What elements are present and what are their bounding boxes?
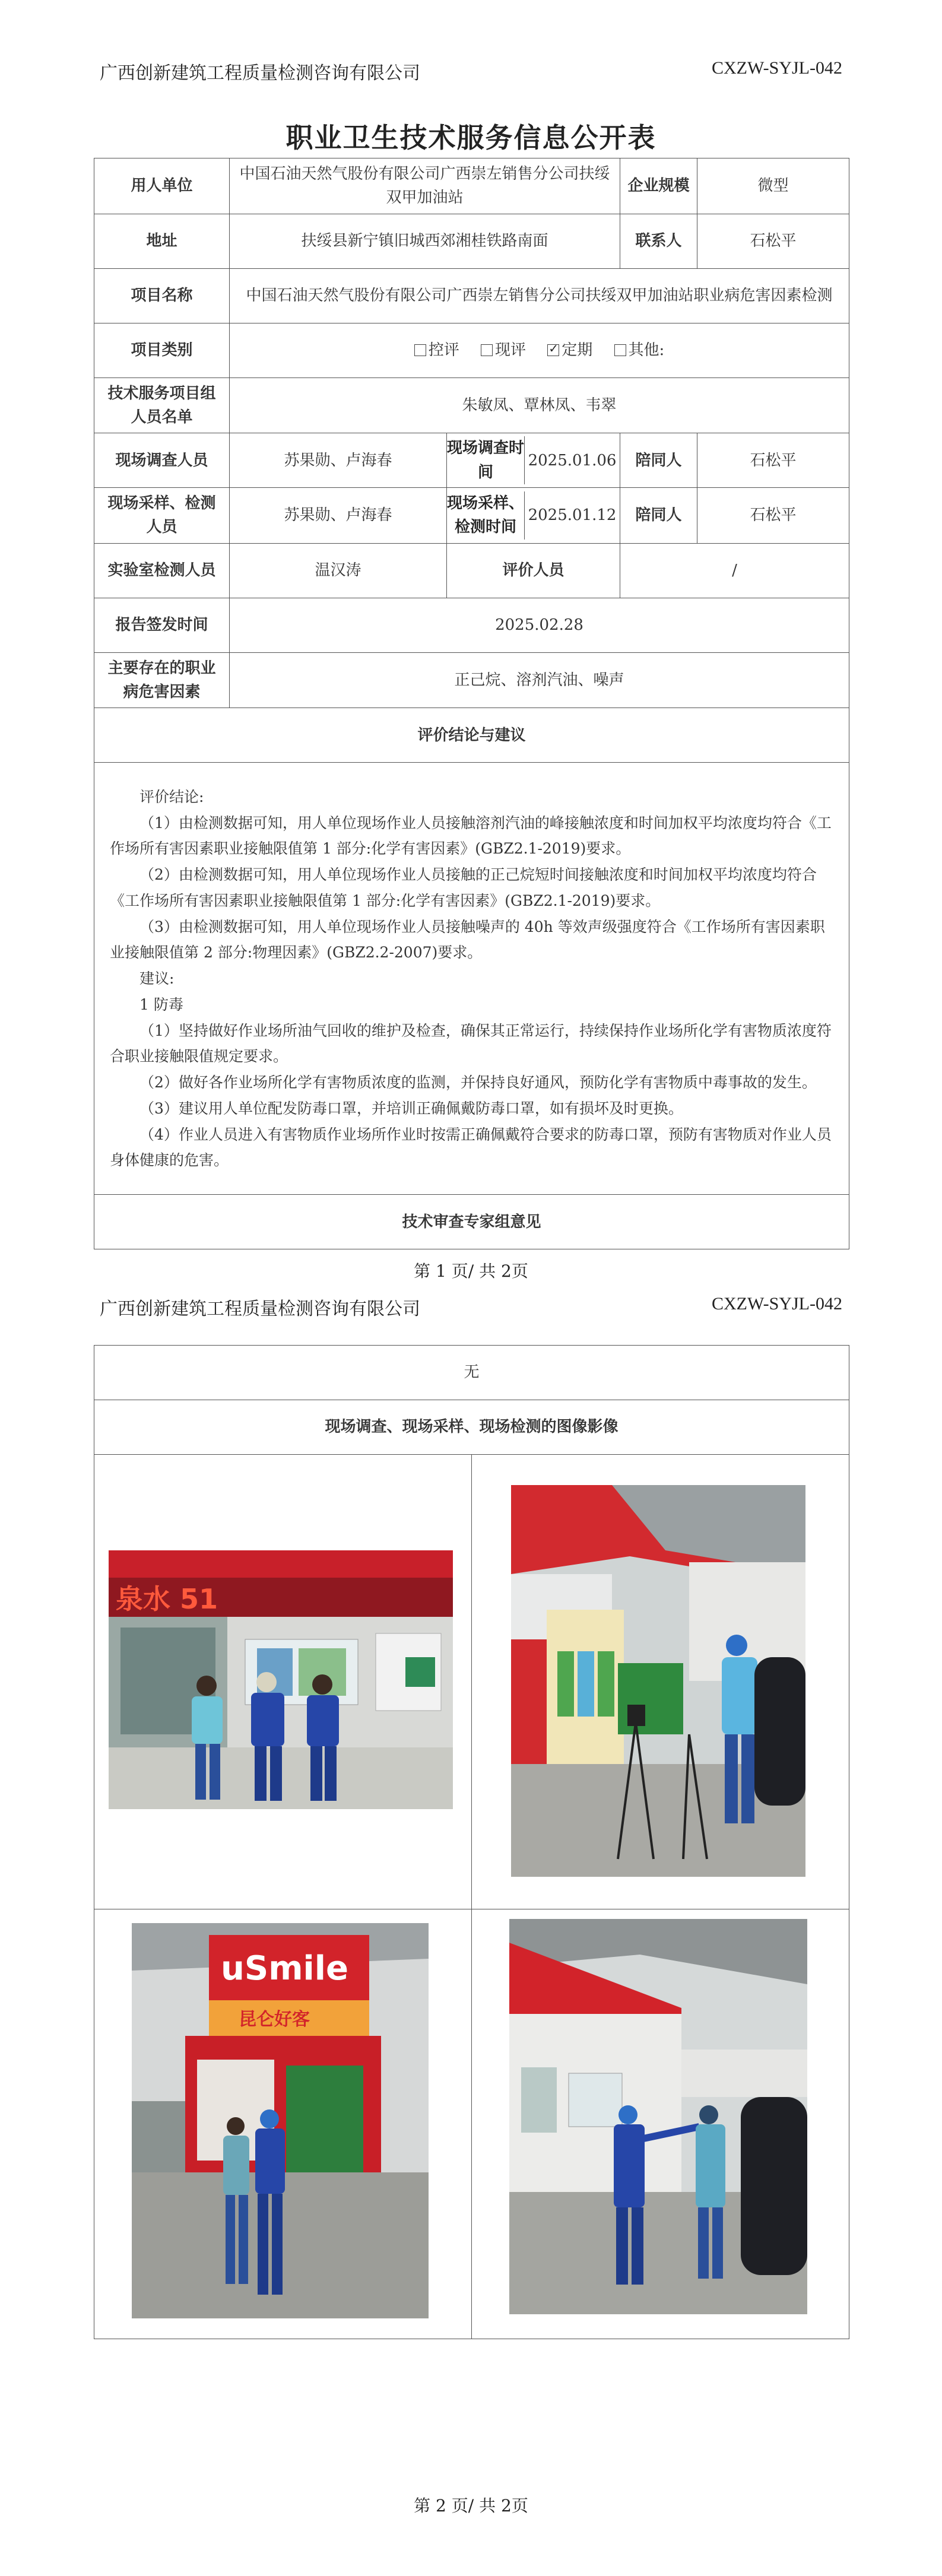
address-value: 扶绥县新宁镇旧城西郊湘桂铁路南面 [230,214,620,268]
project-value: 中国石油天然气股份有限公司广西崇左销售分公司扶绥双甲加油站职业病危害因素检测 [230,268,849,323]
conclusion-line: （1）由检测数据可知，用人单位现场作业人员接触溶剂汽油的峰接触浓度和时间加权平均浓度均符合《工作场所有害因素职业接触限值第 1 部分:化学有害因素》(GBZ2.1-2019)要求。 [110,814,832,858]
expert-header: 技术审查专家组意见 [94,1195,849,1249]
survey-label: 现场调查人员 [94,433,230,488]
employer-value: 中国石油天然气股份有限公司广西崇左销售分公司扶绥双甲加油站 [230,158,620,214]
escort-label: 陪同人 [620,433,697,488]
type-option-other[interactable]: 其他: [614,338,665,362]
conclusion-line: （4）作业人员进入有害物质作业场所作业时按需正确佩戴符合要求的防毒口罩，预防有害物质对作业人员身体健康的危害。 [110,1125,832,1169]
project-label: 项目名称 [94,268,230,323]
type-label: 项目类别 [94,323,230,377]
checkbox-empty-icon [481,344,493,356]
page-number-2: 第 2 页/ 共 2页 [414,2496,528,2515]
checkbox-empty-icon [614,344,626,356]
type-option-periodic[interactable]: ✓ 定期 [547,338,592,362]
conclusion-line: 建议: [139,970,175,987]
conclusion-body [94,763,849,1195]
photo-site-survey-group [109,1550,453,1809]
document-code: CXZW-SYJL-042 [712,58,842,78]
sampling-time-label: 现场采样、检测时间 [447,491,525,540]
expert-value: 无 [94,1346,849,1400]
escort-value: 石松平 [697,433,849,488]
scale-label: 企业规模 [620,158,697,214]
sampling-label: 现场采样、检测人员 [94,488,230,544]
company-name: 广西创新建筑工程质量检测咨询有限公司 [100,63,420,84]
checkbox-checked-icon [547,344,559,356]
checkbox-empty-icon [414,344,426,356]
sampling-value: 苏果勋、卢海春 [230,488,447,544]
lab-value: 温汉涛 [230,543,447,598]
page-number-1: 第 1 页/ 共 2页 [414,1261,528,1281]
conclusion-header: 评价结论与建议 [94,708,849,763]
contact-label: 联系人 [620,214,697,268]
photo-site-detection-fueling [509,1919,807,2314]
photo3-subsign-text: 昆仑好客 [239,2009,310,2030]
conclusion-line: （3）由检测数据可知，用人单位现场作业人员接触噪声的 40h 等效声级强度符合《工作场所有害因素职业接触限值第 2 部分:物理因素》(GBZ2.2-2007)要求。 [110,918,825,962]
images-header: 现场调查、现场采样、现场检测的图像影像 [94,1400,849,1455]
lab-label: 实验室检测人员 [94,543,230,598]
photo1-sign-text: 泉水 51 [116,1583,218,1615]
conclusion-line: （2）由检测数据可知，用人单位现场作业人员接触的正己烷短时间接触浓度和时间加权平均浓度均符合《工作场所有害因素职业接触限值第 1 部分:化学有害因素》(GBZ2.1-2019)要求。 [110,866,817,909]
report-value: 2025.02.28 [230,598,849,652]
sampling-time-value: 2025.01.12 [528,506,617,525]
address-label: 地址 [94,214,230,268]
survey-time-value: 2025.01.06 [528,451,617,469]
page-title: 职业卫生技术服务信息公开表 [286,122,656,154]
team-label: 技术服务项目组人员名单 [94,377,230,433]
escort2-value: 石松平 [697,488,849,544]
survey-time-label: 现场调查时间 [447,436,525,484]
type-option-control[interactable]: 控评 [414,338,459,362]
contact-value: 石松平 [697,214,849,268]
info-table [94,158,849,1249]
report-label: 报告签发时间 [94,598,230,652]
scale-value: 微型 [697,158,849,214]
hazard-value: 正己烷、溶剂汽油、噪声 [230,652,849,708]
escort2-label: 陪同人 [620,488,697,544]
photo3-sign-text: uSmile [221,1949,348,1988]
survey-value: 苏果勋、卢海春 [230,433,447,488]
team-value: 朱敏凤、覃林凤、韦翠 [230,377,849,433]
type-option-current[interactable]: 现评 [481,338,526,362]
conclusion-line: （3）建议用人单位配发防毒口罩，并培训正确佩戴防毒口罩，如有损坏及时更换。 [139,1099,683,1117]
document-code: CXZW-SYJL-042 [712,1294,842,1314]
employer-label: 用人单位 [94,158,230,214]
conclusion-line: 评价结论: [139,788,204,805]
conclusion-line: （2）做好各作业场所化学有害物质浓度的监测，并保持良好通风，预防化学有害物质中毒事故的发生。 [139,1074,817,1091]
hazard-label: 主要存在的职业病危害因素 [94,652,230,708]
company-name: 广西创新建筑工程质量检测咨询有限公司 [100,1299,420,1319]
evaluator-label: 评价人员 [447,543,620,598]
conclusion-line: （1）坚持做好作业场所油气回收的维护及检查，确保其正常运行，持续保持作业场所化学有害物质浓度符合职业接触限值规定要求。 [110,1021,832,1065]
conclusion-line: 1 防毒 [139,995,183,1013]
evaluator-value: / [620,543,849,598]
photo-site-inspection-store [132,1923,429,2318]
type-options [230,323,849,377]
photo-site-sampling [511,1485,805,1877]
